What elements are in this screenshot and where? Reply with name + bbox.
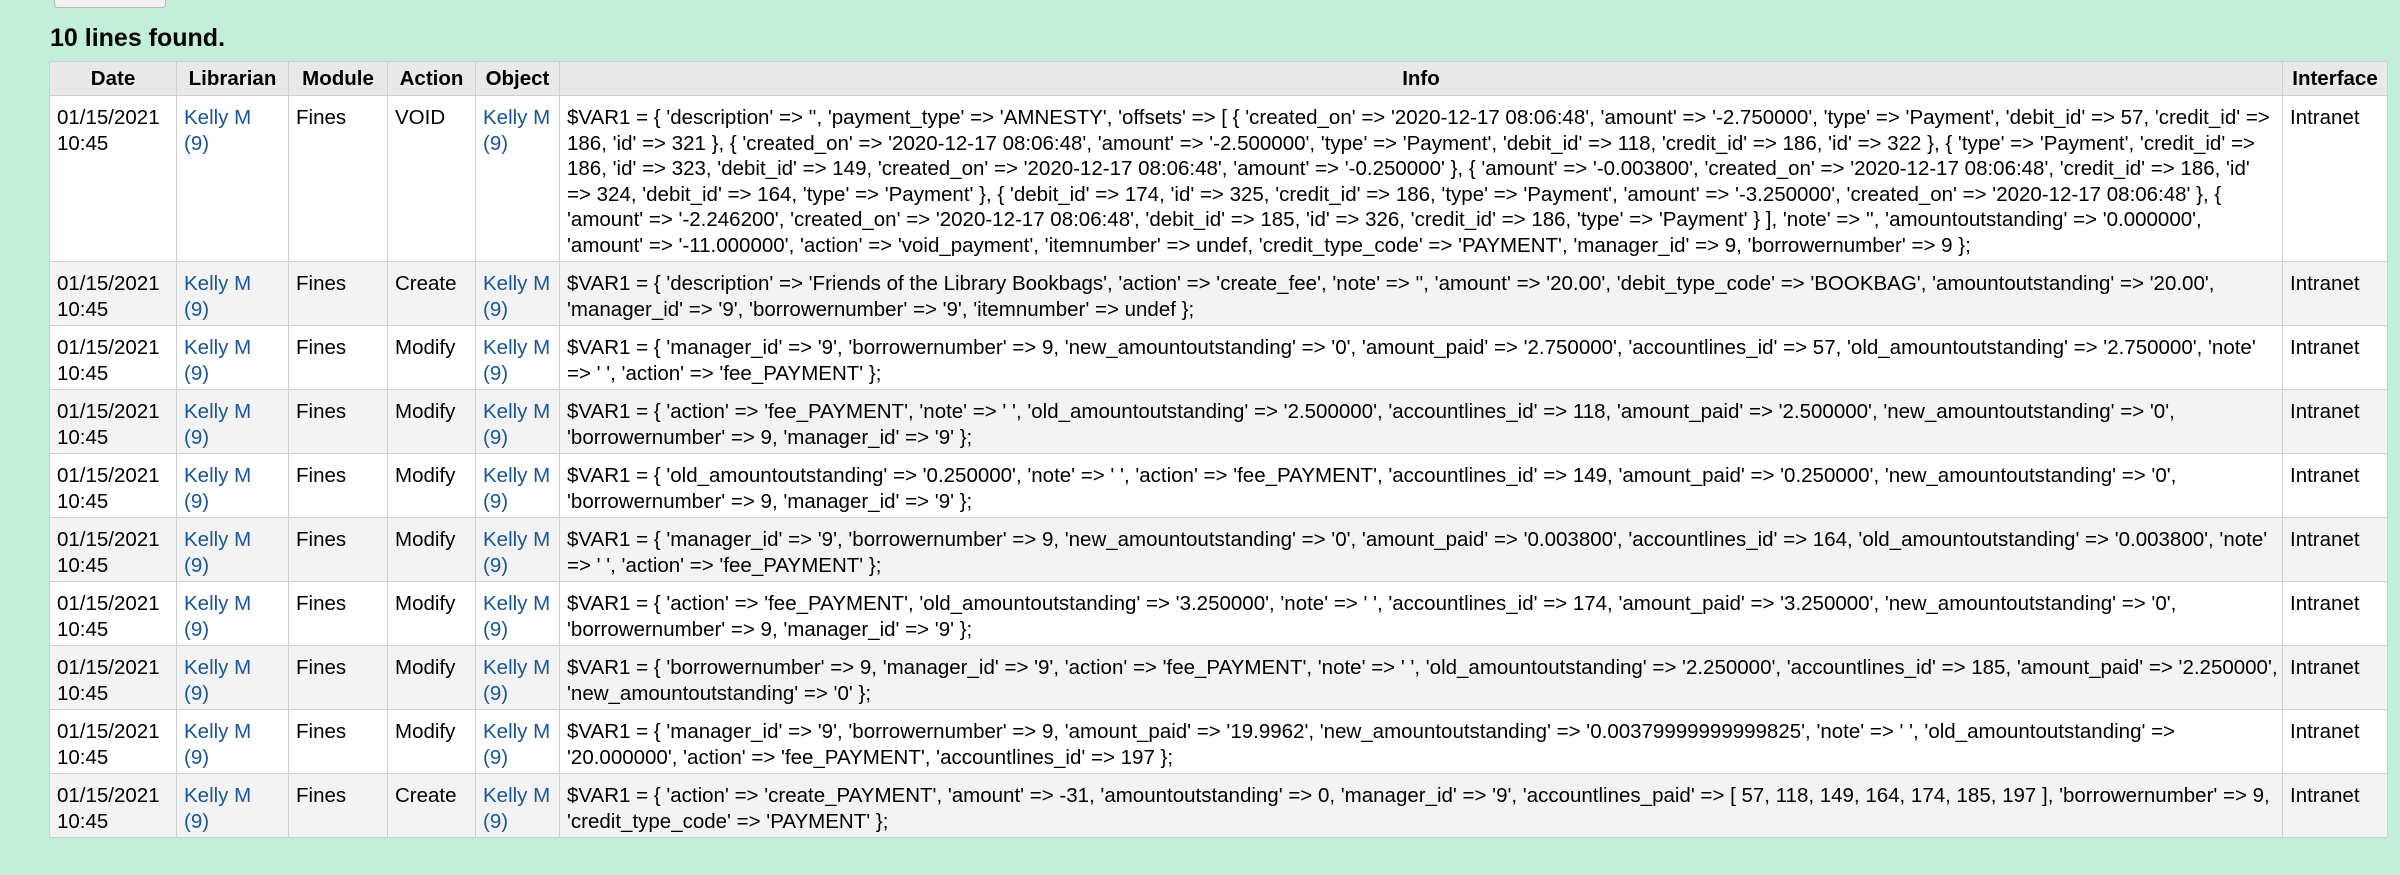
cell-date: 01/15/2021 10:45	[50, 96, 177, 262]
cell-action: Modify	[388, 390, 476, 454]
cell-module: Fines	[289, 390, 388, 454]
cell-interface: Intranet	[2283, 518, 2388, 582]
cell-interface: Intranet	[2283, 646, 2388, 710]
column-header-date[interactable]: Date	[50, 62, 177, 96]
cell-info: $VAR1 = { 'action' => 'fee_PAYMENT', 'old_amountoutstanding' => '3.250000', 'note' => ' ', 'accountlines_id' => 174, 'amount_paid' => '3.250000', 'new_amountoutstanding' => '0', 'borrowernumber' => 9, 'manager_id' => '9' };	[560, 582, 2283, 646]
cell-interface: Intranet	[2283, 390, 2388, 454]
object-link[interactable]: Kelly M (9)	[483, 784, 551, 833]
cell-module: Fines	[289, 646, 388, 710]
librarian-link[interactable]: Kelly M (9)	[184, 720, 252, 769]
cell-action: Modify	[388, 646, 476, 710]
cell-action: VOID	[388, 96, 476, 262]
cell-interface: Intranet	[2283, 710, 2388, 774]
table-row	[50, 646, 2388, 710]
cell-librarian	[177, 774, 289, 838]
cell-object	[476, 518, 560, 582]
cell-info: $VAR1 = { 'manager_id' => '9', 'borrowernumber' => 9, 'amount_paid' => '19.9962', 'new_amountoutstanding' => '0.00379999999999825', 'note' => ' ', 'old_amountoutstanding' => '20.000000', 'action' => 'fee_PAYMENT', 'accountlines_id' => 197 };	[560, 710, 2283, 774]
cell-object	[476, 96, 560, 262]
cell-info: $VAR1 = { 'old_amountoutstanding' => '0.250000', 'note' => ' ', 'action' => 'fee_PAYMENT', 'accountlines_id' => 149, 'amount_paid' => '0.250000', 'new_amountoutstanding' => '0', 'borrowernumber' => 9, 'manager_id' => '9' };	[560, 454, 2283, 518]
cell-librarian	[177, 96, 289, 262]
cell-module: Fines	[289, 710, 388, 774]
results-count: 10 lines found.	[50, 24, 226, 52]
table-row	[50, 710, 2388, 774]
cell-action: Modify	[388, 518, 476, 582]
cell-module: Fines	[289, 518, 388, 582]
cell-action: Create	[388, 774, 476, 838]
cell-date: 01/15/2021 10:45	[50, 454, 177, 518]
librarian-link[interactable]: Kelly M (9)	[184, 528, 252, 577]
object-link[interactable]: Kelly M (9)	[483, 528, 551, 577]
cell-module: Fines	[289, 454, 388, 518]
cell-date: 01/15/2021 10:45	[50, 518, 177, 582]
cell-object	[476, 390, 560, 454]
cell-date: 01/15/2021 10:45	[50, 262, 177, 326]
table-row	[50, 454, 2388, 518]
cell-interface: Intranet	[2283, 326, 2388, 390]
cell-object	[476, 646, 560, 710]
column-header-object[interactable]: Object	[476, 62, 560, 96]
cell-librarian	[177, 390, 289, 454]
object-link[interactable]: Kelly M (9)	[483, 464, 551, 513]
cell-date: 01/15/2021 10:45	[50, 390, 177, 454]
cell-info: $VAR1 = { 'action' => 'fee_PAYMENT', 'note' => ' ', 'old_amountoutstanding' => '2.500000', 'accountlines_id' => 118, 'amount_paid' => '2.500000', 'new_amountoutstanding' => '0', 'borrowernumber' => 9, 'manager_id' => '9' };	[560, 390, 2283, 454]
cell-action: Modify	[388, 710, 476, 774]
table-row	[50, 518, 2388, 582]
column-header-module[interactable]: Module	[289, 62, 388, 96]
cell-librarian	[177, 326, 289, 390]
cell-module: Fines	[289, 96, 388, 262]
cell-interface: Intranet	[2283, 262, 2388, 326]
object-link[interactable]: Kelly M (9)	[483, 720, 551, 769]
librarian-link[interactable]: Kelly M (9)	[184, 592, 252, 641]
cell-librarian	[177, 518, 289, 582]
cell-info: $VAR1 = { 'description' => '', 'payment_type' => 'AMNESTY', 'offsets' => [ { 'created_on' => '2020-12-17 08:06:48', 'amount' => '-2.750000', 'type' => 'Payment', 'debit_id' => 57, 'credit_id' => 186, 'id' => 321 }, { 'created_on' => '2020-12-17 08:06:48', 'amount' => '-2.500000', 'type' => 'Payment', 'debit_id' => 118, 'credit_id' => 186, 'id' => 322 }, { 'type' => 'Payment', 'credit_id' => 186, 'id' => 323, 'debit_id' => 149, 'created_on' => '2020-12-17 08:06:48', 'amount' => '-0.250000' }, { 'amount' => '-0.003800', 'created_on' => '2020-12-17 08:06:48', 'credit_id' => 186, 'id' => 324, 'debit_id' => 164, 'type' => 'Payment' }, { 'debit_id' => 174, 'id' => 325, 'credit_id' => 186, 'type' => 'Payment', 'amount' => '-3.250000', 'created_on' => '2020-12-17 08:06:48' }, { 'amount' => '-2.246200', 'created_on' => '2020-12-17 08:06:48', 'debit_id' => 185, 'id' => 326, 'credit_id' => 186, 'type' => 'Payment' } ], 'note' => '', 'amountoutstanding' => '0.000000', 'amount' => '-11.000000', 'action' => 'void_payment', 'itemnumber' => undef, 'credit_type_code' => 'PAYMENT', 'manager_id' => 9, 'borrowernumber' => 9 };	[560, 96, 2283, 262]
cell-object	[476, 326, 560, 390]
object-link[interactable]: Kelly M (9)	[483, 336, 551, 385]
cell-date: 01/15/2021 10:45	[50, 582, 177, 646]
column-header-interface[interactable]: Interface	[2283, 62, 2388, 96]
librarian-link[interactable]: Kelly M (9)	[184, 272, 252, 321]
object-link[interactable]: Kelly M (9)	[483, 272, 551, 321]
column-header-info[interactable]: Info	[560, 62, 2283, 96]
cell-interface: Intranet	[2283, 582, 2388, 646]
cell-info: $VAR1 = { 'manager_id' => '9', 'borrowernumber' => 9, 'new_amountoutstanding' => '0', 'amount_paid' => '2.750000', 'accountlines_id' => 57, 'old_amountoutstanding' => '2.750000', 'note' => ' ', 'action' => 'fee_PAYMENT' };	[560, 326, 2283, 390]
cell-interface: Intranet	[2283, 454, 2388, 518]
librarian-link[interactable]: Kelly M (9)	[184, 106, 252, 155]
librarian-link[interactable]: Kelly M (9)	[184, 464, 252, 513]
cell-object	[476, 454, 560, 518]
cell-info: $VAR1 = { 'action' => 'create_PAYMENT', 'amount' => -31, 'amountoutstanding' => 0, 'manager_id' => '9', 'accountlines_paid' => [ 57, 118, 149, 164, 174, 185, 197 ], 'borrowernumber' => 9, 'credit_type_code' => 'PAYMENT' };	[560, 774, 2283, 838]
librarian-link[interactable]: Kelly M (9)	[184, 400, 252, 449]
object-link[interactable]: Kelly M (9)	[483, 592, 551, 641]
cell-librarian	[177, 646, 289, 710]
cell-interface: Intranet	[2283, 96, 2388, 262]
cell-date: 01/15/2021 10:45	[50, 646, 177, 710]
cell-interface: Intranet	[2283, 774, 2388, 838]
cell-info: $VAR1 = { 'borrowernumber' => 9, 'manager_id' => '9', 'action' => 'fee_PAYMENT', 'note' => ' ', 'old_amountoutstanding' => '2.250000', 'accountlines_id' => 185, 'amount_paid' => '2.250000', 'new_amountoutstanding' => '0' };	[560, 646, 2283, 710]
cell-librarian	[177, 582, 289, 646]
cell-librarian	[177, 454, 289, 518]
table-row	[50, 326, 2388, 390]
librarian-link[interactable]: Kelly M (9)	[184, 784, 252, 833]
log-table	[49, 61, 2388, 838]
table-row	[50, 262, 2388, 326]
cell-module: Fines	[289, 262, 388, 326]
top-button-edge[interactable]	[54, 0, 166, 8]
cell-date: 01/15/2021 10:45	[50, 326, 177, 390]
cell-action: Modify	[388, 582, 476, 646]
librarian-link[interactable]: Kelly M (9)	[184, 656, 252, 705]
column-header-librarian[interactable]: Librarian	[177, 62, 289, 96]
cell-action: Modify	[388, 326, 476, 390]
object-link[interactable]: Kelly M (9)	[483, 400, 551, 449]
librarian-link[interactable]: Kelly M (9)	[184, 336, 252, 385]
table-row	[50, 96, 2388, 262]
cell-action: Modify	[388, 454, 476, 518]
table-row	[50, 390, 2388, 454]
table-header-row	[50, 62, 2388, 96]
cell-object	[476, 262, 560, 326]
cell-info: $VAR1 = { 'manager_id' => '9', 'borrowernumber' => 9, 'new_amountoutstanding' => '0', 'amount_paid' => '0.003800', 'accountlines_id' => 164, 'old_amountoutstanding' => '0.003800', 'note' => ' ', 'action' => 'fee_PAYMENT' };	[560, 518, 2283, 582]
cell-object	[476, 774, 560, 838]
table-row	[50, 774, 2388, 838]
cell-info: $VAR1 = { 'description' => 'Friends of the Library Bookbags', 'action' => 'create_fee', 'note' => '', 'amount' => '20.00', 'debit_type_code' => 'BOOKBAG', 'amountoutstanding' => '20.00', 'manager_id' => '9', 'borrowernumber' => '9', 'itemnumber' => undef };	[560, 262, 2283, 326]
cell-object	[476, 710, 560, 774]
object-link[interactable]: Kelly M (9)	[483, 106, 551, 155]
cell-module: Fines	[289, 582, 388, 646]
cell-date: 01/15/2021 10:45	[50, 710, 177, 774]
table-row	[50, 582, 2388, 646]
cell-librarian	[177, 262, 289, 326]
cell-date: 01/15/2021 10:45	[50, 774, 177, 838]
column-header-action[interactable]: Action	[388, 62, 476, 96]
cell-object	[476, 582, 560, 646]
cell-module: Fines	[289, 326, 388, 390]
cell-module: Fines	[289, 774, 388, 838]
cell-action: Create	[388, 262, 476, 326]
cell-librarian	[177, 710, 289, 774]
object-link[interactable]: Kelly M (9)	[483, 656, 551, 705]
table-body	[50, 96, 2388, 838]
